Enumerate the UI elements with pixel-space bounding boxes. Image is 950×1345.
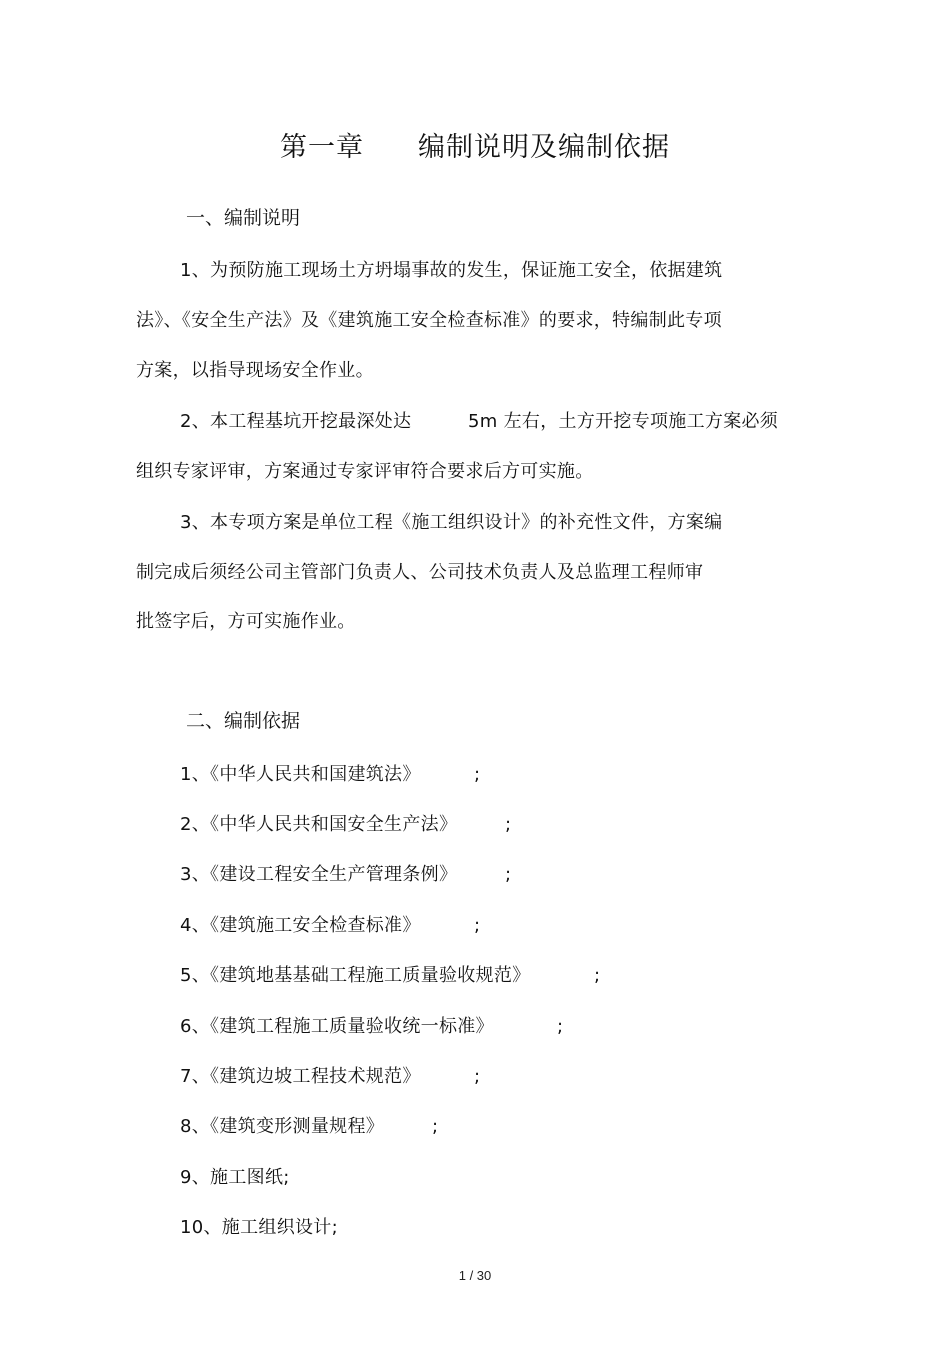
list-item: 4、《建筑施工安全检查标准》	[180, 915, 421, 936]
list-item: 5、《建筑地基基础工程施工质量验收规范》	[180, 965, 531, 986]
list-item-separator: ;	[474, 915, 481, 936]
list-item: 8、《建筑变形测量规程》	[180, 1116, 385, 1137]
list-item-separator: ;	[594, 965, 601, 986]
list-item: 1、《中华人民共和国建筑法》	[180, 764, 421, 785]
list-item: 10、施工组织设计;	[180, 1217, 338, 1238]
list-item-separator: ;	[432, 1116, 439, 1137]
paragraph-2-line-1b: 5m 左右，土方开挖专项施工方案必须	[468, 411, 779, 432]
page-number: 1 / 30	[458, 1268, 492, 1283]
section-heading-1: 一、编制说明	[186, 207, 301, 229]
list-item: 6、《建筑工程施工质量验收统一标准》	[180, 1016, 494, 1037]
list-item-separator: ;	[474, 1066, 481, 1087]
list-item: 3、《建设工程安全生产管理条例》	[180, 864, 458, 885]
list-item: 7、《建筑边坡工程技术规范》	[180, 1066, 421, 1087]
list-item-separator: ;	[474, 764, 481, 785]
paragraph-2-line-1a: 2、本工程基坑开挖最深处达	[180, 411, 412, 432]
chapter-title	[0, 130, 950, 166]
paragraph-3-line-2: 制完成后须经公司主管部门负责人、公司技术负责人及总监理工程师审	[136, 562, 704, 583]
chapter-title-text: 编制说明及编制依据	[418, 132, 670, 163]
section-heading-2: 二、编制依据	[186, 710, 301, 732]
paragraph-1-line-3: 方案，以指导现场安全作业。	[136, 360, 374, 381]
chapter-label: 第一章	[280, 132, 364, 163]
paragraph-3-line-3: 批签字后，方可实施作业。	[136, 611, 356, 632]
paragraph-2-line-2: 组织专家评审，方案通过专家评审符合要求后方可实施。	[136, 461, 594, 482]
paragraph-1-line-1: 1、为预防施工现场土方坍塌事故的发生，保证施工安全，依据建筑	[180, 260, 723, 281]
paragraph-3-line-1: 3、本专项方案是单位工程《施工组织设计》的补充性文件，方案编	[180, 512, 723, 533]
paragraph-1-line-2: 法》、《安全生产法》及《建筑施工安全检查标准》的要求，特编制此专项	[136, 310, 722, 331]
list-item-separator: ;	[557, 1016, 564, 1037]
list-item: 9、施工图纸;	[180, 1167, 290, 1188]
list-item-separator: ;	[505, 814, 512, 835]
list-item-separator: ;	[505, 864, 512, 885]
list-item: 2、《中华人民共和国安全生产法》	[180, 814, 458, 835]
